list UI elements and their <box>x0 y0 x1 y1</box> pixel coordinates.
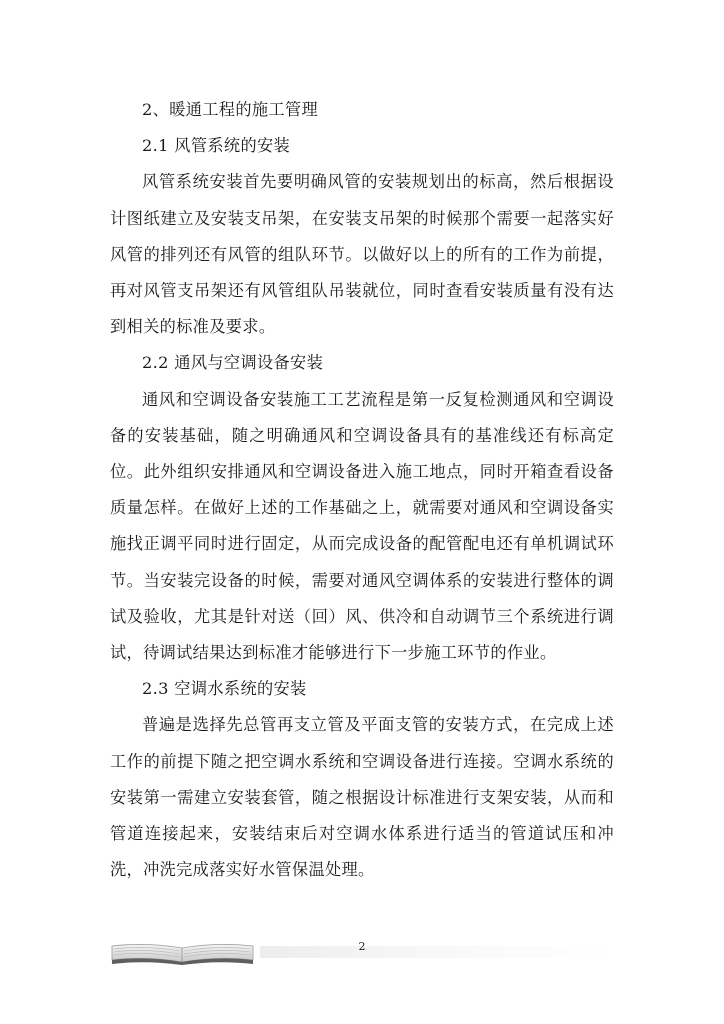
document-body <box>110 92 614 888</box>
page-footer <box>110 940 614 968</box>
paragraph: 风管系统安装首先要明确风管的安装规划出的标高，然后根据设计图纸建立及安装支吊架，在安装支吊架的时候那个需要一起落实好风管的排列还有风管的组队环节。以做好以上的所有的工作为前提，再对风管支吊架还有风管组队吊装就位，同时查看安装质量有没有达到相关的标准及要求。 <box>110 172 614 337</box>
page-number: 2 <box>358 940 366 953</box>
open-book-icon <box>110 940 255 966</box>
paragraph: 通风和空调设备安装施工工艺流程是第一反复检测通风和空调设备的安装基础，随之明确通风和空调设备具有的基准线还有标高定位。此外组织安排通风和空调设备进入施工地点，同时开箱查看设备质量怎样。在做好上述的工作基础之上，就需要对通风和空调设备实施找正调平同时进行固定，从而完成设备的配管配电还有单机调试环节。当安装完设备的时候，需要对通风空调体系的安装进行整体的调试及验收，尤其是针对送（回）风、供冷和自动调节三个系统进行调试，待调试结果达到标准才能够进行下一步施工环节的作业。 <box>110 389 614 663</box>
subsection-heading: 2.2 通风与空调设备安装 <box>142 353 324 373</box>
subsection-heading: 2.1 风管系统的安装 <box>142 136 291 156</box>
paragraph: 普遍是选择先总管再支立管及平面支管的安装方式，在完成上述工作的前提下随之把空调水系统和空调设备进行连接。空调水系统的安装第一需建立安装套管，随之根据设计标准进行支架安装，从而和管道连接起来，安装结束后对空调水体系进行适当的管道试压和冲洗，冲洗完成落实好水管保温处理。 <box>110 715 614 880</box>
subsection-heading: 2.3 空调水系统的安装 <box>142 679 307 699</box>
footer-decoration-band <box>260 946 614 958</box>
section-heading: 2、暖通工程的施工管理 <box>142 100 319 119</box>
